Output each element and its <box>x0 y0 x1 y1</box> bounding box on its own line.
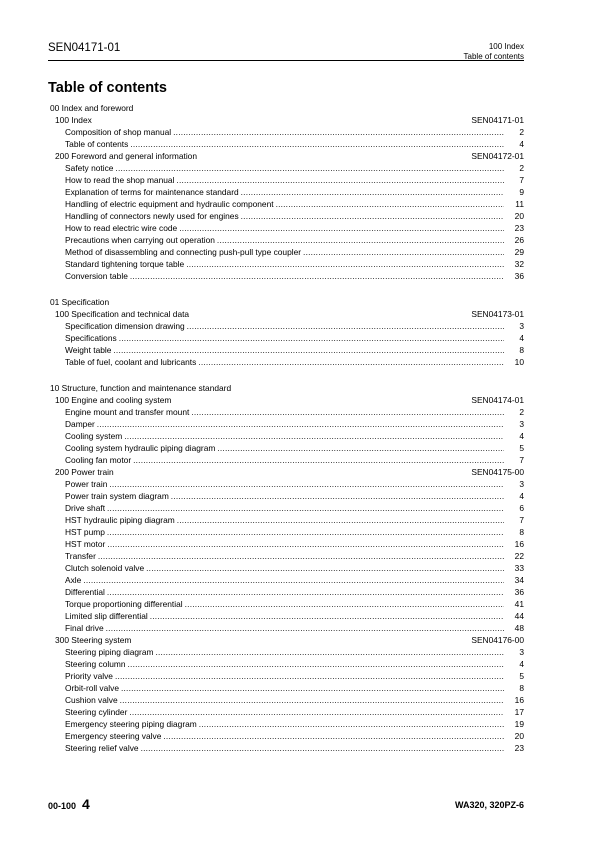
toc-entry-label: Differential <box>65 587 105 597</box>
toc-entry[interactable] <box>48 742 526 754</box>
toc-entry[interactable] <box>48 730 526 742</box>
dot-leader <box>133 454 504 466</box>
toc-entry-label: Orbit-roll valve <box>65 683 119 693</box>
footer-page <box>48 796 90 812</box>
toc-entry-label: Power train <box>65 479 108 489</box>
dot-leader <box>107 502 504 514</box>
toc-entry-label: How to read the shop manual <box>65 175 175 185</box>
toc-entry[interactable] <box>48 270 526 282</box>
toc-entry[interactable] <box>48 586 526 598</box>
toc-section-heading[interactable] <box>48 150 526 162</box>
footer-page-code: 00-100 <box>48 801 77 811</box>
toc-entry[interactable] <box>48 418 526 430</box>
dot-leader <box>130 138 504 150</box>
header-section: 100 Index <box>488 42 524 51</box>
dot-leader <box>106 622 504 634</box>
dot-leader <box>187 320 504 332</box>
toc-entry-page: 8 <box>519 683 524 693</box>
dot-leader <box>177 514 504 526</box>
toc-entry-page: 23 <box>514 223 524 233</box>
toc-entry-label: HST motor <box>65 539 106 549</box>
toc-entry-label: Handling of connectors newly used for engines <box>65 211 239 221</box>
toc-entry[interactable] <box>48 442 526 454</box>
header-subsection: Table of contents <box>463 52 524 61</box>
toc-entry-label: Power train system diagram <box>65 491 169 501</box>
toc-entry-page: 5 <box>519 671 524 681</box>
toc-entry-label: Precautions when carrying out operation <box>65 235 215 245</box>
toc-entry[interactable] <box>48 610 526 622</box>
toc-entry[interactable] <box>48 706 526 718</box>
toc-entry-label: Steering piping diagram <box>65 647 154 657</box>
toc-entry-page: 19 <box>514 719 524 729</box>
toc-entry-page: 2 <box>519 163 524 173</box>
dot-leader <box>129 706 504 718</box>
toc-section-heading[interactable] <box>48 634 526 646</box>
toc-entry-label: Weight table <box>65 345 112 355</box>
running-header <box>464 42 524 62</box>
toc-entry-page: 8 <box>519 527 524 537</box>
dot-leader <box>171 490 504 502</box>
toc-entry-page: 11 <box>515 199 524 209</box>
toc-entry-page: 23 <box>514 743 524 753</box>
toc-section-code: SEN04173-01 <box>471 309 524 319</box>
toc-entry[interactable] <box>48 682 526 694</box>
toc-entry-label: Axle <box>65 575 82 585</box>
dot-leader <box>107 526 504 538</box>
toc-entry[interactable] <box>48 430 526 442</box>
dot-leader <box>107 538 504 550</box>
dot-leader <box>217 442 504 454</box>
toc-entry-label: Cooling system hydraulic piping diagram <box>65 443 216 453</box>
toc-entry[interactable] <box>48 332 526 344</box>
toc-entry-page: 48 <box>514 623 524 633</box>
toc-entry[interactable] <box>48 478 526 490</box>
dot-leader <box>98 550 504 562</box>
toc-entry[interactable] <box>48 344 526 356</box>
toc-entry-label: Table of fuel, coolant and lubricants <box>65 357 197 367</box>
toc-entry-label: Cooling fan motor <box>65 455 132 465</box>
toc-entry-page: 4 <box>519 659 524 669</box>
toc-section-label: 200 Foreword and general information <box>55 151 197 161</box>
dot-leader <box>155 646 504 658</box>
dot-leader <box>121 682 504 694</box>
toc-entry-label: Explanation of terms for maintenance standard <box>65 187 239 197</box>
dot-leader <box>173 126 504 138</box>
toc-entry[interactable] <box>48 490 526 502</box>
toc-entry[interactable] <box>48 174 526 186</box>
toc-part-heading[interactable]: 00 Index and foreword <box>50 103 134 113</box>
toc-section-label: 100 Index <box>55 115 92 125</box>
toc-entry-label: Handling of electric equipment and hydraulic component <box>65 199 274 209</box>
toc-section-code: SEN04176-00 <box>471 635 524 645</box>
toc-entry-label: Engine mount and transfer mount <box>65 407 190 417</box>
toc-entry[interactable] <box>48 502 526 514</box>
toc-entry-page: 44 <box>514 611 524 621</box>
toc-entry-label: Specification dimension drawing <box>65 321 185 331</box>
toc-entry[interactable] <box>48 406 526 418</box>
toc-entry-page: 34 <box>514 575 524 585</box>
toc-entry[interactable] <box>48 694 526 706</box>
toc-entry[interactable] <box>48 222 526 234</box>
toc-entry[interactable] <box>48 562 526 574</box>
toc-entry-page: 20 <box>514 211 524 221</box>
toc-entry[interactable] <box>48 622 526 634</box>
dot-leader <box>198 356 504 368</box>
dot-leader <box>191 406 504 418</box>
toc-entry[interactable] <box>48 258 526 270</box>
toc-entry-label: Table of contents <box>65 139 129 149</box>
dot-leader <box>128 658 504 670</box>
toc-section-heading[interactable] <box>48 114 526 126</box>
toc-entry-label: Steering cylinder <box>65 707 128 717</box>
toc-entry-page: 7 <box>519 455 524 465</box>
toc-entry-page: 5 <box>519 443 524 453</box>
toc-section-label: 200 Power train <box>55 467 114 477</box>
toc-entry[interactable] <box>48 670 526 682</box>
header-rule <box>48 60 524 61</box>
toc-section-code: SEN04171-01 <box>471 115 524 125</box>
toc-entry-page: 29 <box>514 247 524 257</box>
toc-entry-page: 2 <box>519 407 524 417</box>
toc-entry-page: 20 <box>514 731 524 741</box>
toc-part-heading[interactable]: 10 Structure, function and maintenance standard <box>50 383 232 393</box>
dot-leader <box>179 222 504 234</box>
table-of-contents <box>48 102 526 754</box>
dot-leader <box>185 598 504 610</box>
toc-entry-page: 26 <box>514 235 524 245</box>
toc-entry-page: 6 <box>519 503 524 513</box>
toc-entry[interactable] <box>48 126 526 138</box>
toc-entry-page: 7 <box>519 515 524 525</box>
dot-leader <box>276 198 504 210</box>
dot-leader <box>115 670 504 682</box>
dot-leader <box>109 478 504 490</box>
dot-leader <box>115 162 504 174</box>
toc-entry-label: Conversion table <box>65 271 128 281</box>
toc-entry-label: How to read electric wire code <box>65 223 178 233</box>
toc-entry-page: 4 <box>519 431 524 441</box>
toc-entry-label: HST hydraulic piping diagram <box>65 515 175 525</box>
dot-leader <box>241 186 504 198</box>
toc-entry-label: Steering column <box>65 659 126 669</box>
dot-leader <box>186 258 504 270</box>
toc-entry[interactable] <box>48 574 526 586</box>
toc-entry[interactable] <box>48 356 526 368</box>
toc-entry-page: 4 <box>519 491 524 501</box>
dot-leader <box>146 562 504 574</box>
toc-section-code: SEN04172-01 <box>471 151 524 161</box>
toc-entry-label: Composition of shop manual <box>65 127 172 137</box>
dot-leader <box>141 742 504 754</box>
toc-entry-page: 22 <box>514 551 524 561</box>
toc-section-heading[interactable] <box>48 466 526 478</box>
toc-entry-page: 32 <box>514 259 524 269</box>
toc-entry-label: Specifications <box>65 333 117 343</box>
toc-entry-label: Cushion valve <box>65 695 118 705</box>
toc-entry[interactable] <box>48 162 526 174</box>
toc-entry-page: 7 <box>519 175 524 185</box>
toc-entry[interactable] <box>48 550 526 562</box>
toc-entry-page: 36 <box>514 271 524 281</box>
footer-model: WA320, 320PZ-6 <box>454 800 524 810</box>
toc-entry-label: Torque proportioning differential <box>65 599 183 609</box>
dot-leader <box>124 430 504 442</box>
toc-entry-page: 4 <box>519 139 524 149</box>
toc-entry-page: 3 <box>519 647 524 657</box>
dot-leader <box>97 418 504 430</box>
toc-entry-label: Priority valve <box>65 671 113 681</box>
toc-entry-page: 8 <box>519 345 524 355</box>
toc-entry-label: Limited slip differential <box>65 611 148 621</box>
toc-entry-page: 17 <box>514 707 524 717</box>
toc-entry-page: 4 <box>519 333 524 343</box>
toc-entry-page: 16 <box>514 539 524 549</box>
toc-section-label: 300 Steering system <box>55 635 132 645</box>
toc-entry[interactable] <box>48 454 526 466</box>
dot-leader <box>119 332 504 344</box>
dot-leader <box>130 270 504 282</box>
toc-entry-page: 3 <box>519 419 524 429</box>
toc-entry-page: 3 <box>519 321 524 331</box>
toc-entry[interactable] <box>48 320 526 332</box>
toc-entry-label: Emergency steering piping diagram <box>65 719 197 729</box>
toc-entry-label: Drive shaft <box>65 503 106 513</box>
toc-section-code: SEN04175-00 <box>471 467 524 477</box>
toc-entry-page: 10 <box>514 357 524 367</box>
toc-entry-label: Cooling system <box>65 431 123 441</box>
toc-section-label: 100 Specification and technical data <box>55 309 190 319</box>
toc-entry[interactable] <box>48 658 526 670</box>
toc-entry-label: Damper <box>65 419 95 429</box>
dot-leader <box>107 586 504 598</box>
dot-leader <box>241 210 504 222</box>
toc-entry[interactable] <box>48 210 526 222</box>
toc-entry-label: Final drive <box>65 623 104 633</box>
dot-leader <box>176 174 504 186</box>
toc-entry[interactable] <box>48 646 526 658</box>
toc-entry[interactable] <box>48 138 526 150</box>
dot-leader <box>150 610 504 622</box>
toc-entry-label: Transfer <box>65 551 96 561</box>
toc-entry[interactable] <box>48 538 526 550</box>
toc-entry[interactable] <box>48 598 526 610</box>
toc-entry-label: Emergency steering valve <box>65 731 162 741</box>
toc-section-heading[interactable] <box>48 394 526 406</box>
toc-entry[interactable] <box>48 246 526 258</box>
toc-entry-page: 36 <box>514 587 524 597</box>
toc-entry-label: Standard tightening torque table <box>65 259 185 269</box>
footer-page-number: 4 <box>82 796 90 812</box>
toc-entry[interactable] <box>48 526 526 538</box>
toc-entry-label: Safety notice <box>65 163 114 173</box>
toc-entry-label: Method of disassembling and connecting push-pull type coupler <box>65 247 302 257</box>
toc-entry[interactable] <box>48 514 526 526</box>
toc-entry-page: 41 <box>514 599 524 609</box>
dot-leader <box>113 344 504 356</box>
toc-entry[interactable] <box>48 718 526 730</box>
toc-entry-label: Clutch solenoid valve <box>65 563 145 573</box>
toc-entry-page: 33 <box>514 563 524 573</box>
toc-entry[interactable] <box>48 234 526 246</box>
doc-code: SEN04171-01 <box>48 42 121 54</box>
toc-entry[interactable] <box>48 186 526 198</box>
toc-entry-page: 2 <box>519 127 524 137</box>
dot-leader <box>163 730 504 742</box>
toc-section-label: 100 Engine and cooling system <box>55 395 172 405</box>
dot-leader <box>217 234 504 246</box>
toc-entry-page: 3 <box>519 479 524 489</box>
toc-entry-page: 9 <box>519 187 524 197</box>
toc-entry-page: 16 <box>514 695 524 705</box>
dot-leader <box>120 694 504 706</box>
toc-part-heading[interactable]: 01 Specification <box>50 297 110 307</box>
dot-leader <box>303 246 504 258</box>
page-title: Table of contents <box>48 80 167 96</box>
toc-section-code: SEN04174-01 <box>471 395 524 405</box>
toc-entry-label: HST pump <box>65 527 105 537</box>
toc-entry-label: Steering relief valve <box>65 743 139 753</box>
toc-entry[interactable] <box>48 198 526 210</box>
dot-leader <box>83 574 504 586</box>
dot-leader <box>199 718 504 730</box>
toc-section-heading[interactable] <box>48 308 526 320</box>
